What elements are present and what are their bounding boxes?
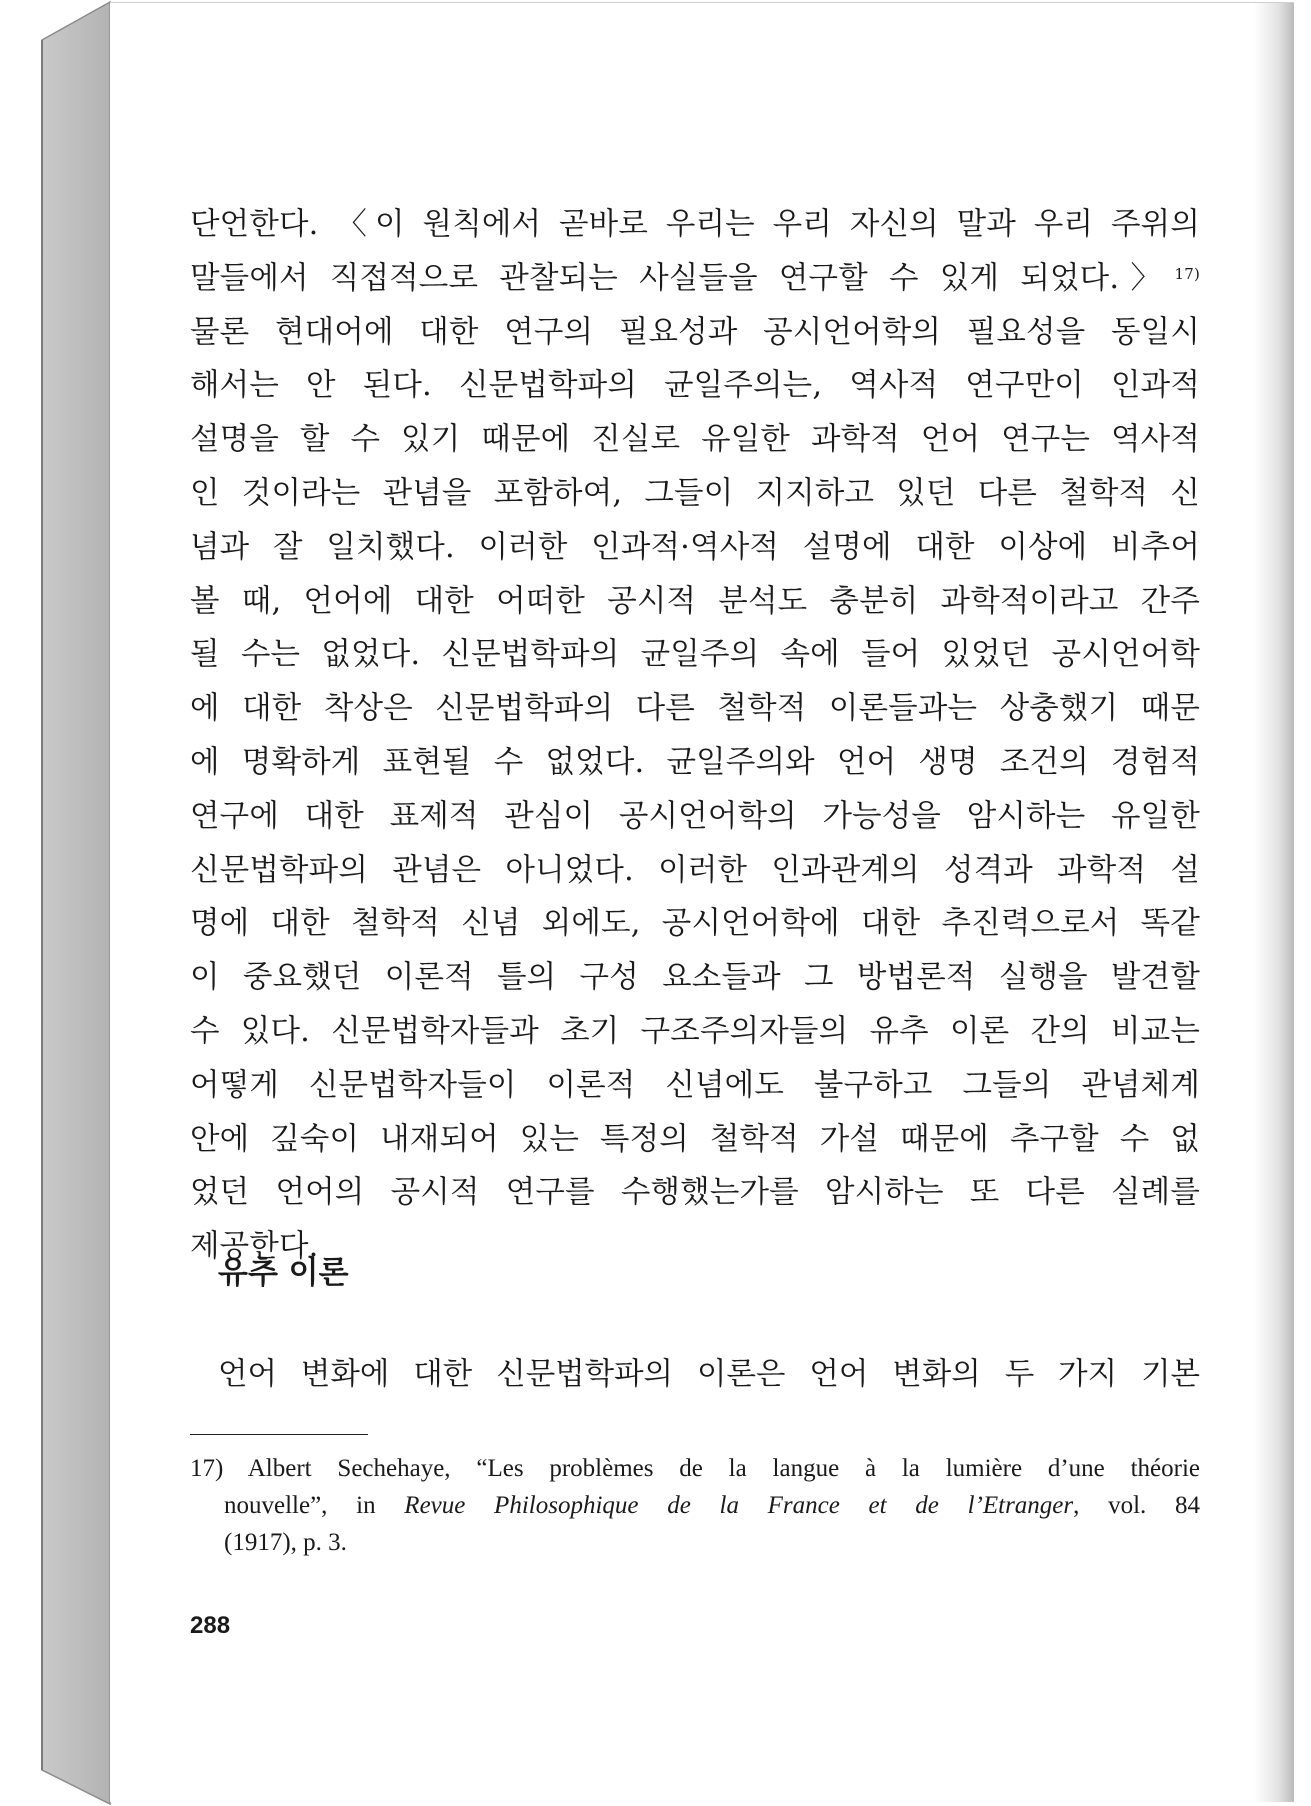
text-line: 에 명확하게 표현될 수 없었다. 균일주의와 언어 생명 조건의 경험적 xyxy=(190,744,1200,780)
text-line: 연구에 대한 표제적 관심이 공시언어학의 가능성을 암시하는 유일한 xyxy=(190,798,1200,834)
text-line: 인 것이라는 관념을 포함하여, 그들이 지지하고 있던 다른 철학적 신 xyxy=(190,475,1200,511)
section-first-line: 언어 변화에 대한 신문법학파의 이론은 언어 변화의 두 가지 기본 xyxy=(218,1357,1200,1392)
text-line: 에 대한 착상은 신문법학파의 다른 철학적 이론들과는 상충했기 때문 xyxy=(190,691,1200,727)
text-line: 명에 대한 철학적 신념 외에도, 공시언어학에 대한 추진력으로서 똑같 xyxy=(190,906,1200,942)
text-line: 물론 현대어에 대한 연구의 필요성과 공시언어학의 필요성을 동일시 xyxy=(190,314,1200,350)
page-number: 288 xyxy=(190,1612,231,1639)
text-line: 이 중요했던 이론적 틀의 구성 요소들과 그 방법론적 실행을 발견할 xyxy=(190,960,1200,996)
main-text-block xyxy=(190,198,1200,1274)
footnote xyxy=(190,1450,1200,1561)
text-line: 념과 잘 일치했다. 이러한 인과적·역사적 설명에 대한 이상에 비추어 xyxy=(190,529,1200,565)
text-line: 설명을 할 수 있기 때문에 진실로 유일한 과학적 언어 연구는 역사적 xyxy=(190,422,1200,458)
text-line: 제공한다. xyxy=(190,1229,319,1265)
text-line: 었던 언어의 공시적 연구를 수행했는가를 암시하는 또 다른 실례를 xyxy=(190,1175,1200,1211)
body-paragraph xyxy=(190,198,1200,1274)
footnote-line: (1917), p. 3. xyxy=(224,1529,347,1556)
text-line: 어떻게 신문법학자들이 이론적 신념에도 불구하고 그들의 관념체계 xyxy=(190,1067,1200,1103)
journal-title: Revue Philosophique de la France et de l’Etranger xyxy=(404,1492,1074,1519)
text-line: 안에 깊숙이 내재되어 있는 특정의 철학적 가설 때문에 추구할 수 없 xyxy=(190,1121,1200,1157)
text-line: 신문법학파의 관념은 아니었다. 이러한 인과관계의 성격과 과학적 설 xyxy=(190,852,1200,888)
text-line: 말들에서 직접적으로 관찰되는 사실들을 연구할 수 있게 되었다.〉 $^{17)}$ xyxy=(190,260,1200,296)
footnote-reference: 17) xyxy=(1174,264,1200,283)
footnote-line: 17) Albert Sechehaye, “Les problèmes de la langue à la lumière d’une théorie xyxy=(190,1455,1200,1482)
text-line: 볼 때, 언어에 대한 어떠한 공시적 분석도 충분히 과학적이라고 간주 xyxy=(190,583,1200,619)
page-edge-shadow xyxy=(1254,3,1294,1802)
text-line: 단언한다. 〈이 원칙에서 곧바로 우리는 우리 자신의 말과 우리 주위의 xyxy=(190,207,1200,242)
text-line: 수 있다. 신문법학자들과 초기 구조주의자들의 유추 이론 간의 비교는 xyxy=(190,1013,1200,1049)
footnote-divider xyxy=(190,1434,368,1435)
section-heading: 유추 이론 xyxy=(218,1255,349,1291)
text-line: 해서는 안 된다. 신문법학파의 균일주의는, 역사적 연구만이 인과적 xyxy=(190,368,1200,404)
footnote-line: nouvelle”, in Revue Philosophique de la France et de l’Etranger, vol. 84 xyxy=(224,1492,1200,1519)
text-line: 될 수는 없었다. 신문법학파의 균일주의 속에 들어 있었던 공시언어학 xyxy=(190,637,1200,673)
